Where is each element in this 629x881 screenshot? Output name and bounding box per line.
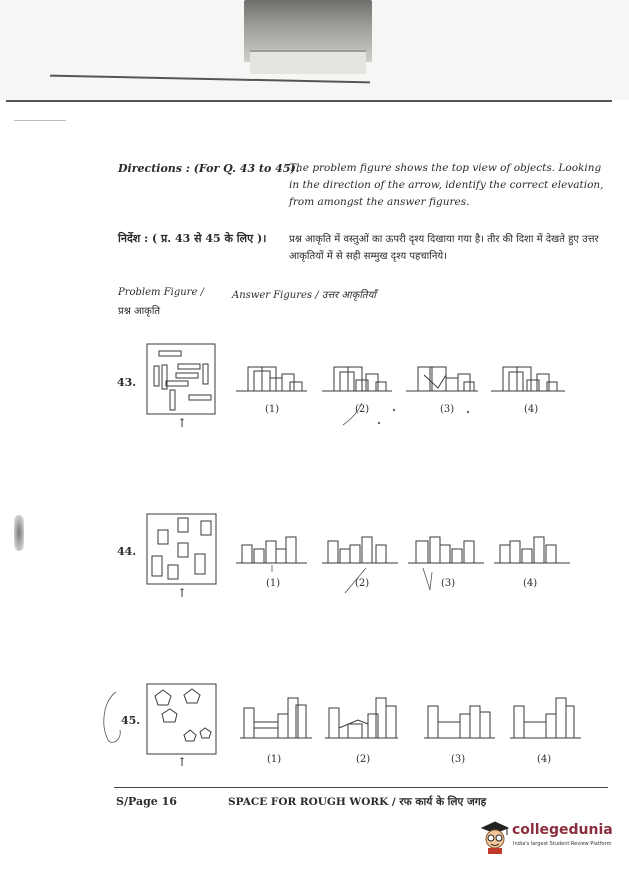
q45-option-4: (4) xyxy=(537,754,552,765)
collegedunia-logo xyxy=(480,819,622,855)
q43-answer-2 xyxy=(322,367,392,391)
q44-option-1: (1) xyxy=(266,578,281,589)
q43-option-1: (1) xyxy=(265,404,280,415)
q44-answer-2 xyxy=(322,537,398,563)
problem-figure-header: Problem Figure / xyxy=(118,287,204,298)
footer-rule xyxy=(114,787,608,788)
q44-answer-4 xyxy=(494,537,570,563)
question-number-43: 43. xyxy=(117,376,137,389)
q45-option-2: (2) xyxy=(356,754,371,765)
q43-answer-1 xyxy=(236,367,307,391)
logo-name: collegedunia xyxy=(512,822,613,838)
logo-tagline: India's largest Student Review Platform xyxy=(513,841,612,847)
q45-arrow-icon: ↑ xyxy=(177,755,188,769)
q45-option-1: (1) xyxy=(267,754,282,765)
q45-answer-2 xyxy=(325,698,398,738)
q44-answer-1 xyxy=(236,537,307,563)
q45-problem-figure xyxy=(147,684,216,754)
q44-option-2: (2) xyxy=(355,578,370,589)
q44-problem-figure xyxy=(147,514,216,584)
problem-figure-header-hindi: प्रश्न आकृति xyxy=(118,306,161,317)
q43-answer-4 xyxy=(491,367,565,391)
q44-answer-3 xyxy=(408,537,484,563)
directions-text: The problem figure shows the top view of objects. Looking in the direction of the arrow, identify the correct elevation, from amongst the answer figures. xyxy=(289,162,604,208)
q43-option-4: (4) xyxy=(524,404,539,415)
rough-work-label: SPACE FOR ROUGH WORK / रफ कार्य के लिए जगह xyxy=(228,796,487,808)
q43-option-2: (2) xyxy=(355,404,370,415)
question-number-44: 44. xyxy=(117,545,137,558)
q43-arrow-icon: ↑ xyxy=(177,416,188,430)
q44-option-4: (4) xyxy=(523,578,538,589)
q43-option-3: (3) xyxy=(440,404,455,415)
answer-figures-header: Answer Figures / उत्तर आकृतियाँ xyxy=(232,290,377,301)
q44-arrow-icon: ↑ xyxy=(177,586,188,600)
directions-label: Directions : (For Q. 43 to 45). xyxy=(118,162,300,175)
q45-answer-4 xyxy=(510,698,581,738)
directions-hindi-label: निर्देश : ( प्र. 43 से 45 के लिए )। xyxy=(118,232,267,245)
q44-option-3: (3) xyxy=(441,578,456,589)
q43-answer-3 xyxy=(406,367,478,391)
directions-hindi-text: प्रश्न आकृति में वस्तुओं का ऊपरी दृश्य दिखाया गया है। तीर की दिशा में देखते हुए उत्तर आकृतियों में से सही सम्मुख दृश्य पहचानिये। xyxy=(289,234,599,262)
pencil-marks xyxy=(104,403,469,742)
q45-answer-3 xyxy=(424,706,495,738)
question-number-45: 45. xyxy=(121,714,141,727)
page-number: S/Page 16 xyxy=(116,795,177,808)
q45-option-3: (3) xyxy=(451,754,466,765)
graduate-mascot-icon xyxy=(480,819,512,855)
q45-answer-1 xyxy=(240,698,312,738)
q43-problem-figure xyxy=(147,344,215,414)
